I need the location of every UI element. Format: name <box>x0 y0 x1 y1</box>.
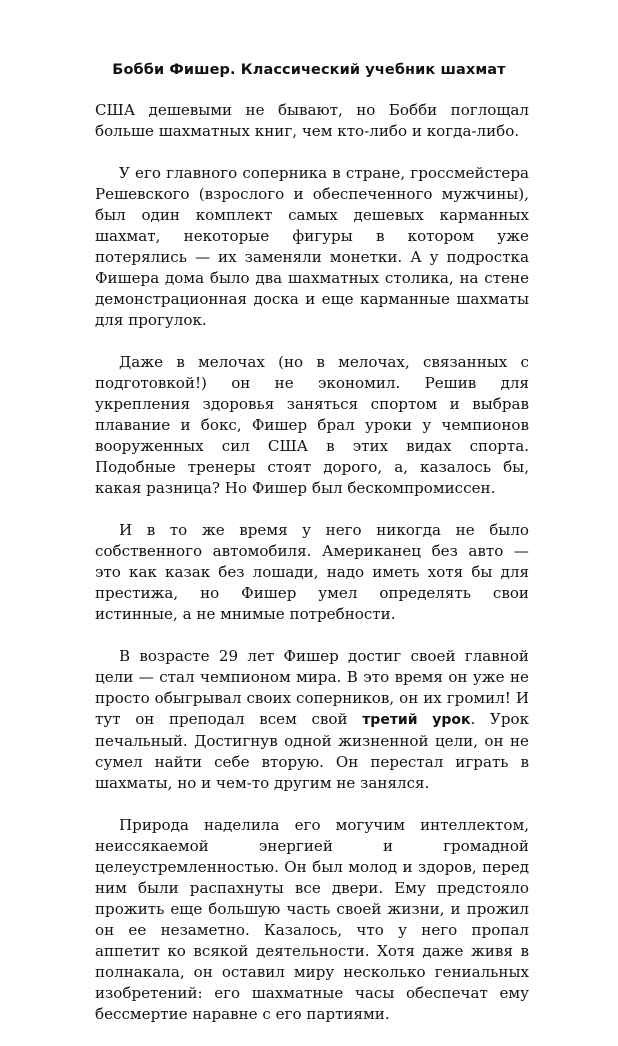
paragraph-5-before: В возрасте 29 лет Фишер достиг своей главной цели — стал чемпионом мира. В это время он уже не просто обыгрывал своих соперников, он их громил! И тут он преподал всем свой <box>95 647 529 728</box>
paragraph-6: Природа наделила его могучим интеллектом, неиссякаемой энергией и громадной целеустремленностью. Он был молод и здоров, перед ним были распахнуты все двери. Ему предстояло прожить еще большую часть своей жизни, и прожил он ее незаметно. Казалось, что у него пропал аппетит ко всякой деятельности. Хотя даже живя в полнакала, он оставил миру несколько гениальных изобретений: его шахматные часы обеспечат ему бессмертие наравне с его партиями. <box>95 816 529 1023</box>
paragraph-4: И в то же время у него никогда не было собственного автомобиля. Американец без авто — это как казак без лошади, надо иметь хотя бы для престижа, но Фишер умел определять свои истинные, а не мнимые потребности. <box>95 521 529 623</box>
third-lesson-emphasis: третий урок <box>362 712 471 728</box>
running-head-title: Бобби Фишер. Классический учебник шахмат <box>112 62 506 78</box>
paragraph-5 <box>95 646 529 794</box>
paragraph-1: США дешевыми не бывают, но Бобби поглощал больше шахматных книг, чем кто-либо и когда-либо. <box>95 101 529 140</box>
paragraph-5-after: . Урок печальный. Достигнув одной жизненной цели, он не сумел найти себе вторую. Он перестал играть в шахматы, но и чем-то другим не занялся. <box>95 710 530 792</box>
paragraph-3: Даже в мелочах (но в мелочах, связанных с подготовкой!) он не экономил. Решив для укрепления здоровья заняться спортом и выбрав плавание и бокс, Фишер брал уроки у чемпионов вооруженных сил США в этих видах спорта. Подобные тренеры стоят дорого, а, казалось бы, какая разница? Но Фишер был бескомпромиссен. <box>95 353 529 497</box>
paragraph-2: У его главного соперника в стране, гроссмейстера Решевского (взрослого и обеспеченного мужчины), был один комплект самых дешевых карманных шахмат, некоторые фигуры в котором уже потерялись — их заменяли монетки. А у подростка Фишера дома было два шахматных столика, на стене демонстрационная доска и еще карманные шахматы для прогулок. <box>95 164 529 329</box>
body-text <box>95 100 529 1046</box>
